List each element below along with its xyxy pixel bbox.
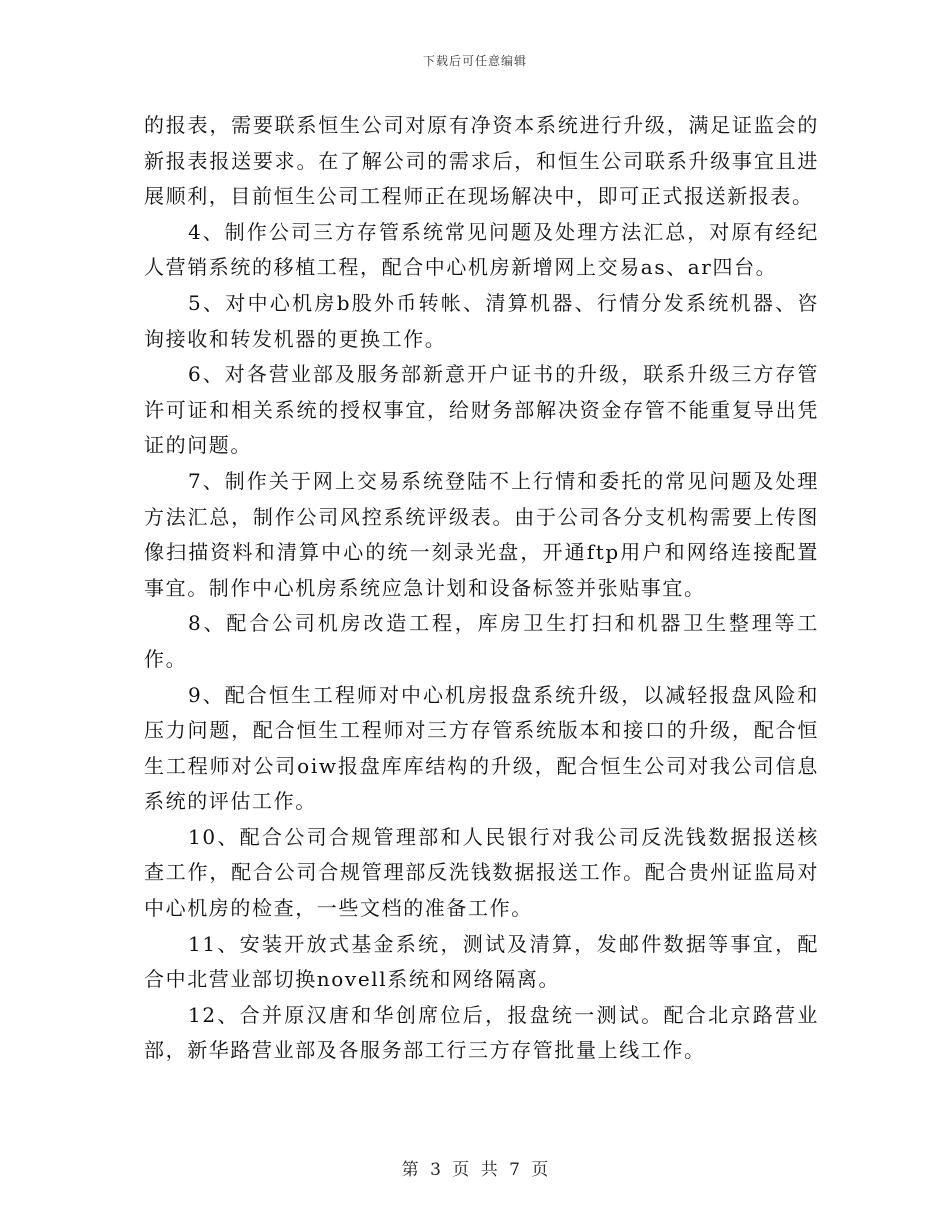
document-body (144, 108, 819, 1069)
paragraph-item-6: 6、对各营业部及服务部新意开户证书的升级，联系升级三方存管许可证和相关系统的授权事宜，给财务部解决资金存管不能重复导出凭证的问题。 (144, 362, 819, 458)
page-footer: 第 3 页 共 7 页 (401, 1160, 549, 1180)
paragraph-item-10: 10、配合公司合规管理部和人民银行对我公司反洗钱数据报送核查工作，配合公司合规管理部反洗钱数据报送工作。配合贵州证监局对中心机房的检查，一些文档的准备工作。 (144, 824, 819, 921)
paragraph-item-8: 8、配合公司机房改造工程，库房卫生打扫和机器卫生整理等工作。 (144, 611, 819, 671)
paragraph-continuation: 的报表，需要联系恒生公司对原有净资本系统进行升级，满足证监会的新报表报送要求。在了解公司的需求后，和恒生公司联系升级事宜且进展顺利，目前恒生公司工程师正在现场解决中，即可正式报送新报表。 (144, 113, 819, 209)
paragraph-item-4: 4、制作公司三方存管系统常见问题及处理方法汇总，对原有经纪人营销系统的移植工程，配合中心机房新增网上交易as、ar四台。 (144, 219, 819, 280)
page-header: 下载后可任意编辑 (422, 54, 527, 68)
paragraph-item-5: 5、对中心机房b股外币转帐、清算机器、行情分发系统机器、咨询接收和转发机器的更换工作。 (144, 290, 819, 351)
paragraph-item-7: 7、制作关于网上交易系统登陆不上行情和委托的常见问题及处理方法汇总，制作公司风控系统评级表。由于公司各分支机构需要上传图像扫描资料和清算中心的统一刻录光盘，开通ftp用户和网络连接配置事宜。制作中心机房系统应急计划和设备标签并张贴事宜。 (144, 468, 819, 600)
paragraph-item-12: 12、合并原汉唐和华创席位后，报盘统一测试。配合北京路营业部，新华路营业部及各服务部工行三方存管批量上线工作。 (144, 1002, 819, 1063)
paragraph-item-9: 9、配合恒生工程师对中心机房报盘系统升级，以减轻报盘风险和压力问题，配合恒生工程师对三方存管系统版本和接口的升级，配合恒生工程师对公司oiw报盘库库结构的升级，配合恒生公司对我公司信息系统的评估工作。 (144, 682, 819, 814)
paragraph-item-11: 11、安装开放式基金系统，测试及清算，发邮件数据等事宜，配合中北营业部切换novell系统和网络隔离。 (144, 931, 819, 992)
